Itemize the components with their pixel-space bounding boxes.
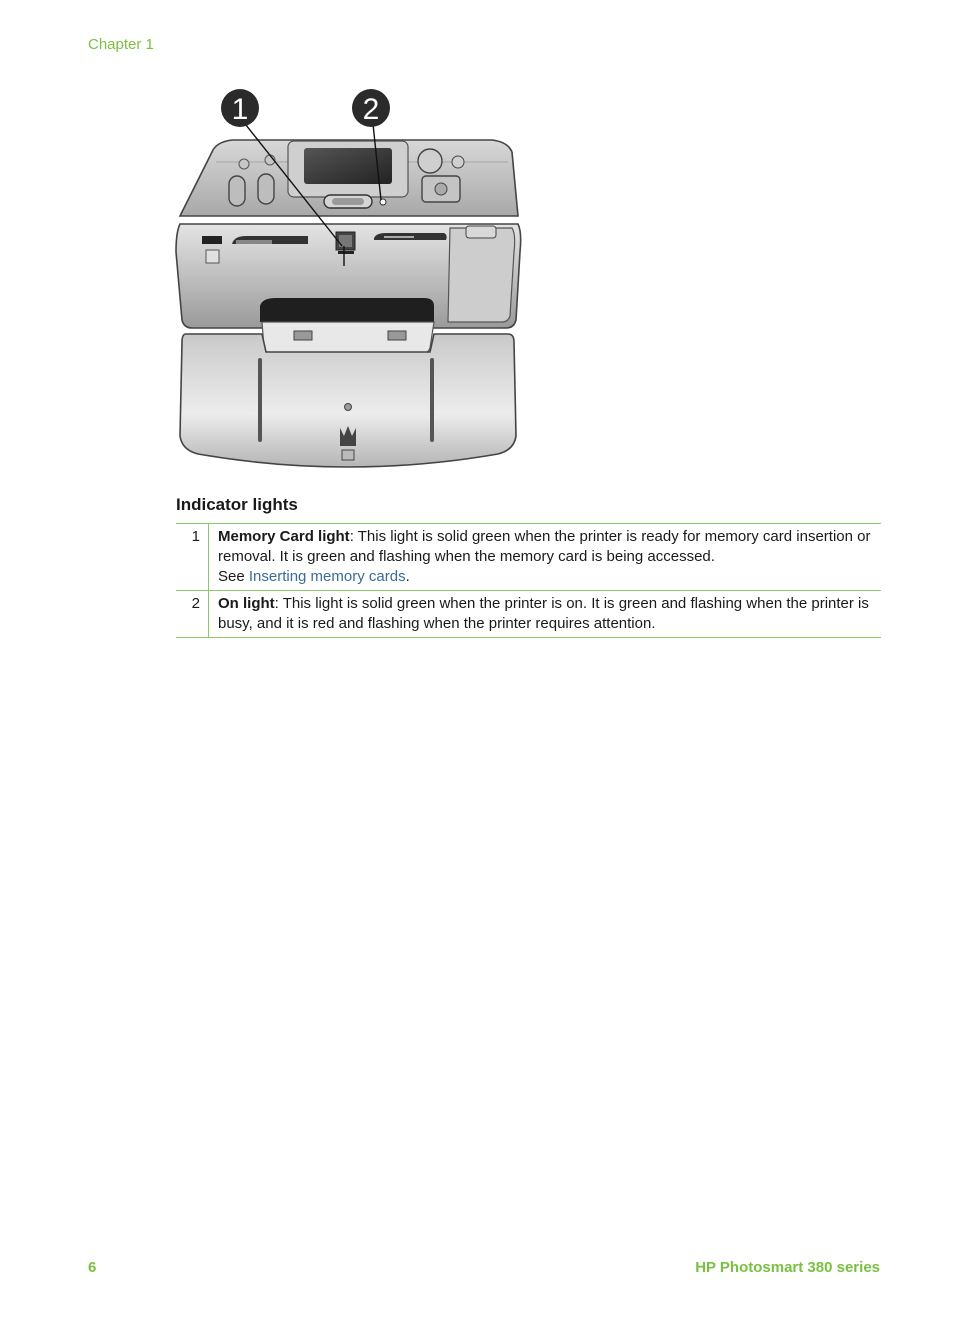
term-memory-card-light: Memory Card light bbox=[218, 528, 350, 545]
row-description bbox=[209, 591, 882, 638]
callout-marker-1 bbox=[221, 89, 259, 127]
section-title: Indicator lights bbox=[176, 495, 298, 514]
row-description bbox=[209, 524, 882, 591]
callout-marker-2 bbox=[352, 89, 390, 127]
page-number: 6 bbox=[88, 1259, 97, 1276]
callout-label-1: 1 bbox=[231, 93, 249, 126]
term-on-light: On light bbox=[218, 595, 275, 612]
row-text: : This light is solid green when the printer is on. It is green and flashing when the printer is busy, and it is red and flashing when the printer requires attention. bbox=[218, 595, 869, 632]
printer-illustration bbox=[172, 84, 524, 478]
see-prefix: See bbox=[218, 568, 249, 585]
row-text: : This light is solid green when the printer is ready for memory card insertion or removal. It is green and flashing when the memory card is being accessed. bbox=[218, 528, 871, 565]
table-row bbox=[176, 591, 881, 638]
row-number: 2 bbox=[176, 591, 209, 638]
table-row bbox=[176, 524, 881, 591]
chapter-header: Chapter 1 bbox=[88, 36, 154, 53]
paper-tray bbox=[180, 334, 516, 467]
product-name: HP Photosmart 380 series bbox=[695, 1259, 880, 1276]
inserting-memory-cards-link[interactable]: Inserting memory cards bbox=[248, 568, 406, 585]
row-number: 1 bbox=[176, 524, 209, 591]
indicator-lights-table bbox=[176, 523, 881, 638]
see-suffix: . bbox=[405, 568, 410, 585]
callout-label-2: 2 bbox=[362, 93, 380, 126]
